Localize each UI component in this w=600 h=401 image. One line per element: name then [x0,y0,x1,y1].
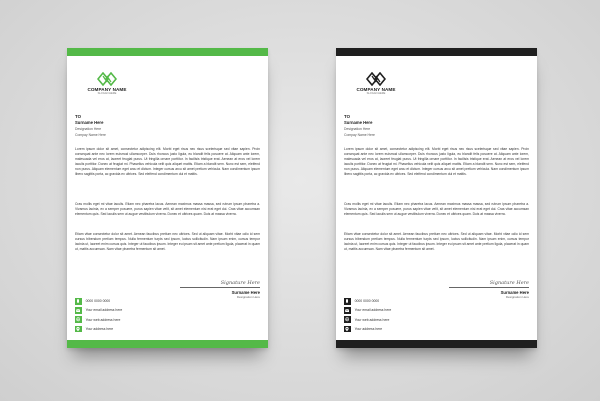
signature-line [449,287,529,288]
letter-body [344,147,529,262]
company-logo [350,72,402,95]
contact-web: Your web address here [85,317,121,322]
signature-script: Signature Here [489,280,529,286]
signature-name: Surname Here [500,289,529,295]
body-paragraph: Lorem ipsum dolor sit amet, consectetur adipiscing elit. Morbi eget risus nec risus scelerisque sed vitae sapien. Proin consequat ante nec lorem euismod ullamcorper. Duis rhoncus justo ligula, eu blandit felis posuere at. Aliquam ante lorem, malesuada vel eros at, laoreet feugiat purus. Ut fringilla ornare porttitor. In facilisis tristique erat. Aenean at eros vel lorem iaculis porttitor. Donec at feugiat mi. Phasellus vehicula velit quis aliquet mattis. Etiam a blandit sem. Nunc est sem, eleifend non purus. Aliquam elementum eget arcu et dictum. Integer cursus arcu sit amet pretium vehicula. Nam condimentum ipsum libero sagittis porta, ac gravida ex ultrices. Sed eleifend condimentum dui et mattis. [344,147,529,177]
contact-list [75,298,122,335]
recipient-designation: Designation Here [75,127,102,131]
contact-web: Your web address here [354,317,390,322]
email-icon [75,307,82,314]
contact-phone: 0000 0000 0000 [85,299,111,304]
diamond-logo-icon [366,72,386,86]
contact-list [344,298,391,335]
location-icon [344,326,351,333]
contact-item [344,307,391,314]
recipient-name: Surname Here [75,120,104,125]
contact-address: Your address here [85,326,114,331]
recipient-block [75,114,106,138]
signature-designation: Designation Here [236,294,260,299]
company-slogan: SLOGAN HERE [366,92,386,95]
email-icon [344,307,351,314]
body-paragraph: Etiam vitae consectetur dolor sit amet. Aenean faucibus pretium nec ultrices. Sed ut aliquam vitae. Morbi vitae odio id sem cursus bibendum pretium tempus. Nulla fermentum turpis sed ipsum, luctus sollicitudin. Nam ipsum enim, cursus tempor lacinia ut, laoreet enim cursus quis. Integer ut faucibus ipsum. Integer eu ipsum sit amet ante pretium ligula, placerat in quam ut, mattis accumsan. Nam vitae pharetra fermentum sit amet. [75,232,260,252]
company-logo [81,72,133,95]
contact-item [75,326,122,333]
web-icon [75,316,82,323]
bottom-accent-bar [336,340,537,348]
contact-item [75,316,122,323]
bottom-accent-bar [67,340,268,348]
signature-block [439,280,529,299]
body-paragraph: Lorem ipsum dolor sit amet, consectetur adipiscing elit. Morbi eget risus nec risus scelerisque sed vitae sapien. Proin consequat ante nec lorem euismod ullamcorper. Duis rhoncus justo ligula, eu blandit felis posuere at. Aliquam ante lorem, malesuada vel eros at, laoreet feugiat purus. Ut fringilla ornare porttitor. In facilisis tristique erat. Aenean at eros vel lorem iaculis porttitor. Donec at feugiat mi. Phasellus vehicula velit quis aliquet mattis. Etiam a blandit sem. Nunc est sem, eleifend non purus. Aliquam elementum eget arcu et dictum. Integer cursus arcu sit amet pretium vehicula. Nam condimentum ipsum libero sagittis porta, ac gravida ex ultrices. Sed eleifend condimentum dui et mattis. [75,147,260,177]
signature-script: Signature Here [220,280,260,286]
contact-email: Your email address here [354,308,392,313]
company-name: COMPANY NAME [356,87,396,92]
contact-email: Your email address here [85,308,123,313]
to-label: TO [344,114,351,119]
phone-icon [75,298,82,305]
signature-name: Surname Here [231,289,260,295]
signature-block [170,280,260,299]
signature-designation: Designation Here [505,294,529,299]
contact-phone: 0000 0000 0000 [354,299,380,304]
to-label: TO [75,114,82,119]
top-accent-bar [67,48,268,56]
recipient-block [344,114,375,138]
top-accent-bar [336,48,537,56]
contact-item [75,307,122,314]
letterhead-black [336,48,537,348]
diamond-logo-icon [97,72,117,86]
contact-item [344,316,391,323]
signature-line [180,287,260,288]
letter-body [75,147,260,262]
body-paragraph: Etiam vitae consectetur dolor sit amet. Aenean faucibus pretium nec ultrices. Sed ut aliquam vitae. Morbi vitae odio id sem cursus bibendum pretium tempus. Nulla fermentum turpis sed ipsum, luctus sollicitudin. Nam ipsum enim, cursus tempor lacinia ut, laoreet enim cursus quis. Integer ut faucibus ipsum. Integer eu ipsum sit amet ante pretium ligula, placerat in quam ut, mattis accumsan. Nam vitae pharetra fermentum sit amet. [344,232,529,252]
body-paragraph: Cras mollis eget mi vitae iaculis. Etiam nec pharetra lacus. Aenean maximus massa massa, sed rutrum ipsum pharetra a. Vivamus lacinia, ex a semper posuere, purus sapien vitae velit, sit amet elementum nisi erat eget dui. Cras vitae accumsan elementum quis. Sed iaculis sem ut augue vestibulum viverra. Donec et ultrices quam. Duis at massa viverra. [75,202,260,217]
body-paragraph: Cras mollis eget mi vitae iaculis. Etiam nec pharetra lacus. Aenean maximus massa massa, sed rutrum ipsum pharetra a. Vivamus lacinia, ex a semper posuere, purus sapien vitae velit, sit amet elementum nisi erat eget dui. Cras vitae accumsan elementum quis. Sed iaculis sem ut augue vestibulum viverra. Donec et ultrices quam. Duis at massa viverra. [344,202,529,217]
contact-item [344,326,391,333]
letterhead-green [67,48,268,348]
web-icon [344,316,351,323]
recipient-company: Compay Name Here [344,133,375,137]
company-name: COMPANY NAME [87,87,127,92]
recipient-company: Compay Name Here [75,133,106,137]
phone-icon [344,298,351,305]
company-slogan: SLOGAN HERE [97,92,117,95]
recipient-name: Surname Here [344,120,373,125]
location-icon [75,326,82,333]
contact-address: Your address here [354,326,383,331]
contact-item [75,298,122,305]
recipient-designation: Designation Here [344,127,371,131]
contact-item [344,298,391,305]
